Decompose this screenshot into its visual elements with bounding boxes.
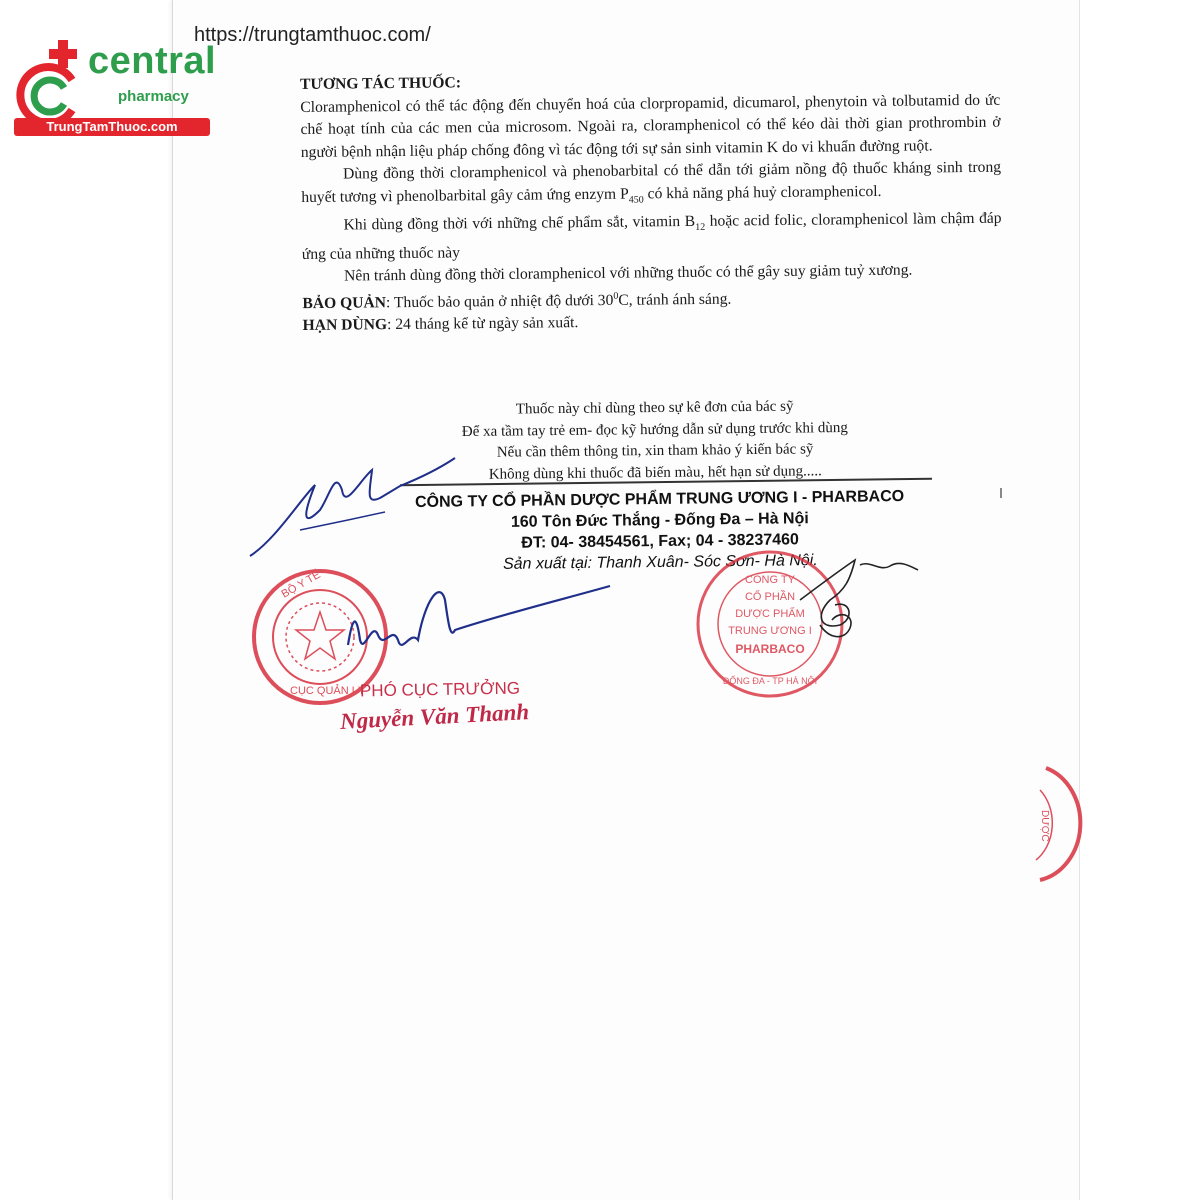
expiry-line: HẠN DÙNG: 24 tháng kể từ ngày sản xuất. [302,314,579,335]
source-url[interactable]: https://trungtamthuoc.com/ [194,24,431,46]
stamp-company-ring: ĐỐNG ĐA - TP HÀ NỘI [722,676,818,686]
signer-title: PHÓ CỤC TRƯỞNG [359,678,521,701]
stamp-company-line: TRUNG ƯƠNG I [728,625,812,637]
stamp-text-ministry-top: BỘ Y TẾ [279,568,323,601]
page-mark [1000,488,1002,498]
logo-banner: TrungTamThuoc.com [14,118,210,136]
interactions-heading: TƯƠNG TÁC THUỐC: [300,74,462,93]
company-block [400,486,921,576]
warning-notes [430,396,881,487]
paragraph-4: Nên tránh dùng đồng thời cloramphenicol với những thuốc có thể gây suy giảm tuỷ xương. [344,261,913,285]
paragraph-1: Cloramphenicol có thể tác động đến chuyển hoá của clorpropamid, dicumarol, phenytoin và tolbutamid do ức chế hoạt tính của các men của microsom. Ngoài ra, cloramphenicol có thể kéo dài thời gian prothrombin ở người bệnh nhận liệu pháp chống đông vì tác động tới sự sản sinh vitamin K do vi khuẩn đường ruột. [300,91,1001,161]
stamp-company-line: CÔNG TY [745,574,795,586]
logo-subtitle: pharmacy [118,88,189,105]
note-line: Nếu cần thêm thông tin, xin tham khảo ý kiến bác sỹ [496,441,814,461]
partial-stamp-text: DƯỢC [1039,810,1050,842]
logo-name: central [88,40,217,82]
company-made-in: Sản xuất tại: Thanh Xuân- Sóc Sơn- Hà Nội. [502,552,818,573]
stamp-company-line: DƯỢC PHẨM [735,608,805,620]
storage-line: BẢO QUẢN: Thuốc bảo quản ở nhiệt độ dưới $30^0C$, tránh ánh sáng. [302,290,732,312]
paragraph-3: Khi dùng đồng thời với những chế phẩm sắt, vitamin $B_{12}$ hoặc acid folic, cloramphenicol làm chậm đáp ứng của những thuốc này [301,209,1002,263]
note-line: Thuốc này chỉ dùng theo sự kê đơn của bác sỹ [515,398,794,418]
stamp-company-line: PHARBACO [735,642,805,656]
note-line: Để xa tầm tay trẻ em- đọc kỹ hướng dẫn sử dụng trước khi dùng [461,419,848,440]
stamp-text-ministry-bottom: CỤC QUẢN LÝ [290,685,366,697]
note-line: Không dùng khi thuốc đã biến màu, hết hạn sử dụng..... [488,462,822,483]
company-phone: ĐT: 04- 38454561, Fax; 04 - 38237460 [521,531,799,552]
company-name: CÔNG TY CỔ PHẦN DƯỢC PHẨM TRUNG ƯƠNG I - PHARBACO [414,488,905,511]
paragraph-2: Dùng đồng thời cloramphenicol và phenobarbital có thể dẫn tới giảm nồng độ thuốc kháng sinh trong huyết tương vì phenolbarbital gây cảm ứng enzym $P_{450}$ có khả năng phá huỷ cloramphenicol. [301,158,1002,206]
company-address: 160 Tôn Đức Thắng - Đống Đa – Hà Nội [510,510,809,531]
document-body [300,67,1003,338]
signer-name: Nguyễn Văn Thanh [339,699,530,734]
stamp-company-line: CỔ PHẦN [744,591,796,603]
